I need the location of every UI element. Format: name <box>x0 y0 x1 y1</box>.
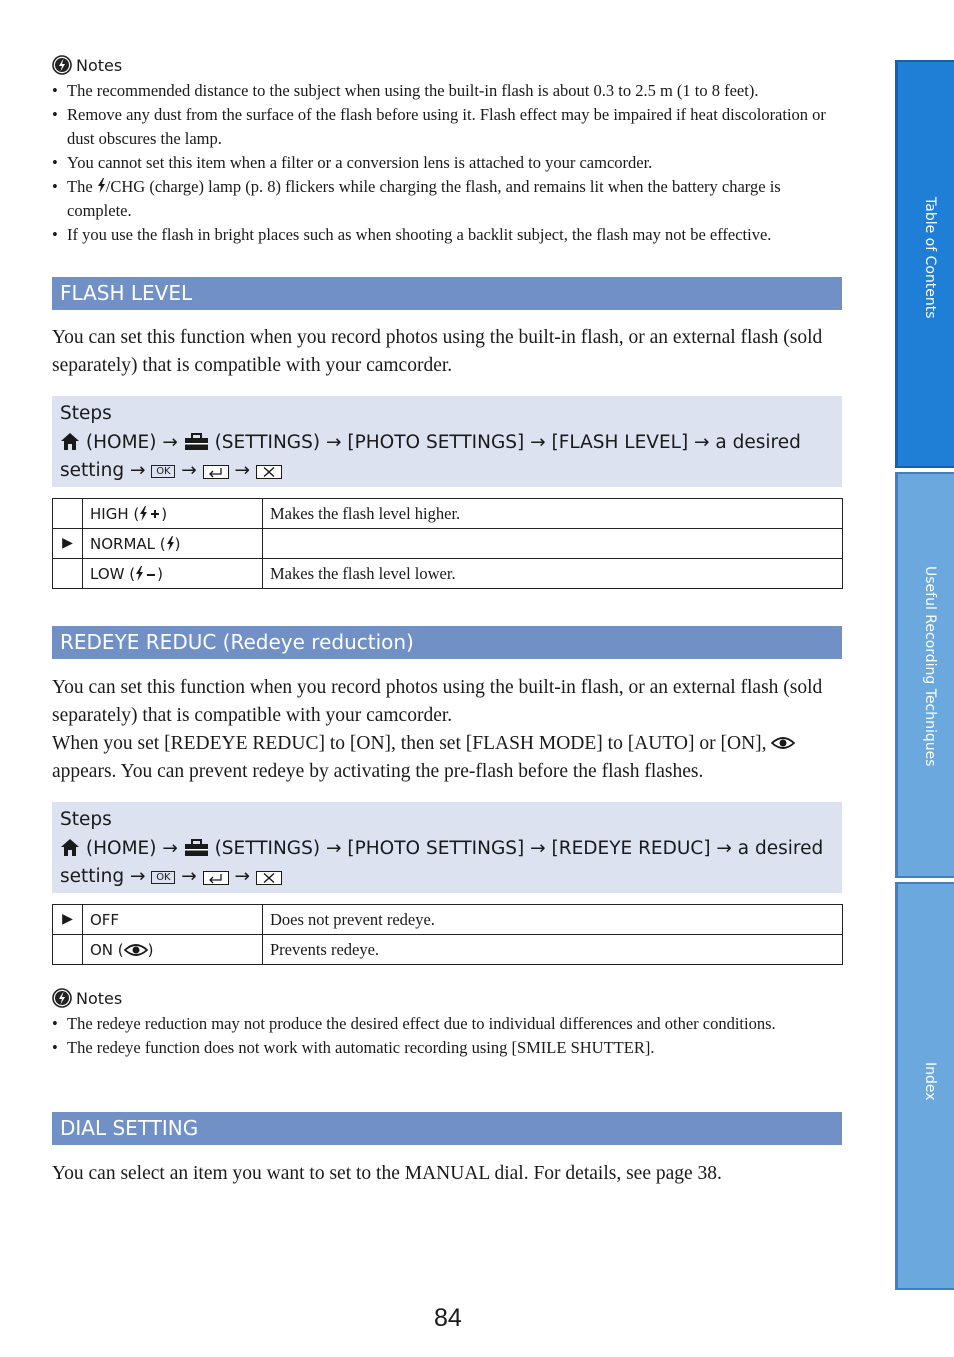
notes-heading <box>52 55 122 75</box>
tab-index[interactable] <box>895 882 954 1290</box>
notes-icon <box>52 55 72 75</box>
eye-icon <box>124 942 148 958</box>
steps-title: Steps <box>60 403 112 424</box>
note-item: • The redeye reduction may not produce the desired effect due to individual differences and other conditions. <box>52 1012 782 1036</box>
default-marker-icon: ▶ <box>53 529 83 559</box>
note-item: • The redeye function does not work with automatic recording using [SMILE SHUTTER]. <box>52 1036 782 1060</box>
tab-label: Index <box>922 1062 938 1101</box>
notes-title: Notes <box>76 55 123 75</box>
settings-toolbox-icon <box>184 838 209 857</box>
table-row[interactable] <box>53 499 843 529</box>
close-icon <box>256 871 282 885</box>
ok-button-icon: OK <box>151 465 175 478</box>
redeye-options-table <box>52 904 843 965</box>
notes-icon <box>52 988 72 1008</box>
section-heading-dial-setting: DIAL SETTING <box>52 1112 842 1145</box>
close-icon <box>256 465 282 479</box>
tab-useful-recording-techniques[interactable] <box>895 472 954 878</box>
home-icon <box>60 432 80 451</box>
default-marker-cell <box>53 499 83 529</box>
steps-setting-label: setting → <box>60 460 152 481</box>
steps-home-label: (HOME) → <box>80 837 184 859</box>
steps-settings-label: (SETTINGS) → [PHOTO SETTINGS] → [REDEYE REDUC] → a desired <box>208 837 824 859</box>
option-name: ON ( ) <box>83 935 263 965</box>
tab-table-of-contents[interactable] <box>895 60 954 468</box>
flash-level-options-table <box>52 498 843 589</box>
option-description <box>263 529 843 559</box>
option-description: Makes the flash level higher. <box>263 499 843 529</box>
home-icon <box>60 838 80 857</box>
return-icon <box>203 871 229 885</box>
notes-title: Notes <box>76 988 123 1008</box>
note-item: • Remove any dust from the surface of the flash before using it. Flash effect may be impaired if heat discoloration or dust obscures the lamp. <box>52 103 844 151</box>
flash-plus-icon <box>139 506 161 521</box>
section-heading-redeye-reduc: REDEYE REDUC (Redeye reduction) <box>52 626 842 659</box>
steps-title: Steps <box>60 809 112 830</box>
eye-icon <box>771 735 795 751</box>
note-item <box>52 175 844 223</box>
redeye-steps: Steps (HOME) → (SETTINGS) → [PHOTO SETTINGS] → [REDEYE REDUC] → a desired setting → OK → → <box>52 802 842 893</box>
table-row[interactable] <box>53 905 843 935</box>
option-name: LOW ( ) <box>83 559 263 589</box>
ok-button-icon: OK <box>151 871 175 884</box>
flash-icon <box>97 178 106 193</box>
flash-level-steps: Steps (HOME) → (SETTINGS) → [PHOTO SETTINGS] → [FLASH LEVEL] → a desired setting → OK → → <box>52 396 842 487</box>
default-marker-icon: ▶ <box>53 905 83 935</box>
redeye-intro: You can set this function when you record photos using the built-in flash, or an external flash (sold separately) that is compatible with your camcorder. When you set [REDEYE REDUC] to [ON], then set [FLASH MODE] to [AUTO] or [ON], appears. You can prevent redeye by activating the pre-flash before the flash flashes. <box>52 677 823 782</box>
note-item: • The recommended distance to the subject when using the built-in flash is about 0.3 to 2.5 m (1 to 8 feet). <box>52 79 844 103</box>
note-item-prefix: The <box>67 177 97 196</box>
flash-icon <box>166 536 175 551</box>
notes-list-top <box>52 79 844 247</box>
settings-toolbox-icon <box>184 432 209 451</box>
return-icon <box>203 465 229 479</box>
option-name: NORMAL ( ) <box>83 529 263 559</box>
default-marker-cell <box>53 935 83 965</box>
dial-setting-text: You can select an item you want to set to the MANUAL dial. For details, see page 38. <box>52 1163 722 1184</box>
option-description: Prevents redeye. <box>263 935 843 965</box>
tab-label: Table of Contents <box>922 197 938 319</box>
note-item: • You cannot set this item when a filter or a conversion lens is attached to your camcorder. <box>52 151 844 175</box>
steps-setting-label: setting → <box>60 866 152 887</box>
notes-heading <box>52 988 122 1008</box>
table-row[interactable] <box>53 529 843 559</box>
option-name: HIGH ( ) <box>83 499 263 529</box>
steps-home-label: (HOME) → <box>80 431 184 453</box>
note-item: • If you use the flash in bright places such as when shooting a backlit subject, the flash may not be effective. <box>52 223 844 247</box>
page-number: 84 <box>434 1304 462 1332</box>
option-description: Does not prevent redeye. <box>263 905 843 935</box>
flash-level-intro: You can set this function when you record photos using the built-in flash, or an external flash (sold separately) that is compatible with your camcorder. <box>52 327 823 376</box>
tab-label: Useful Recording Techniques <box>922 566 938 767</box>
option-name: OFF <box>83 905 263 935</box>
table-row[interactable] <box>53 559 843 589</box>
default-marker-cell <box>53 559 83 589</box>
steps-settings-label: (SETTINGS) → [PHOTO SETTINGS] → [FLASH LEVEL] → a desired <box>208 431 801 453</box>
notes-list-bottom <box>52 1012 782 1060</box>
option-description: Makes the flash level lower. <box>263 559 843 589</box>
note-item-text: /CHG (charge) lamp (p. 8) flickers while charging the flash, and remains lit when the battery charge is complete. <box>67 177 781 220</box>
flash-minus-icon <box>135 566 157 581</box>
section-heading-flash-level: FLASH LEVEL <box>52 277 842 310</box>
table-row[interactable] <box>53 935 843 965</box>
